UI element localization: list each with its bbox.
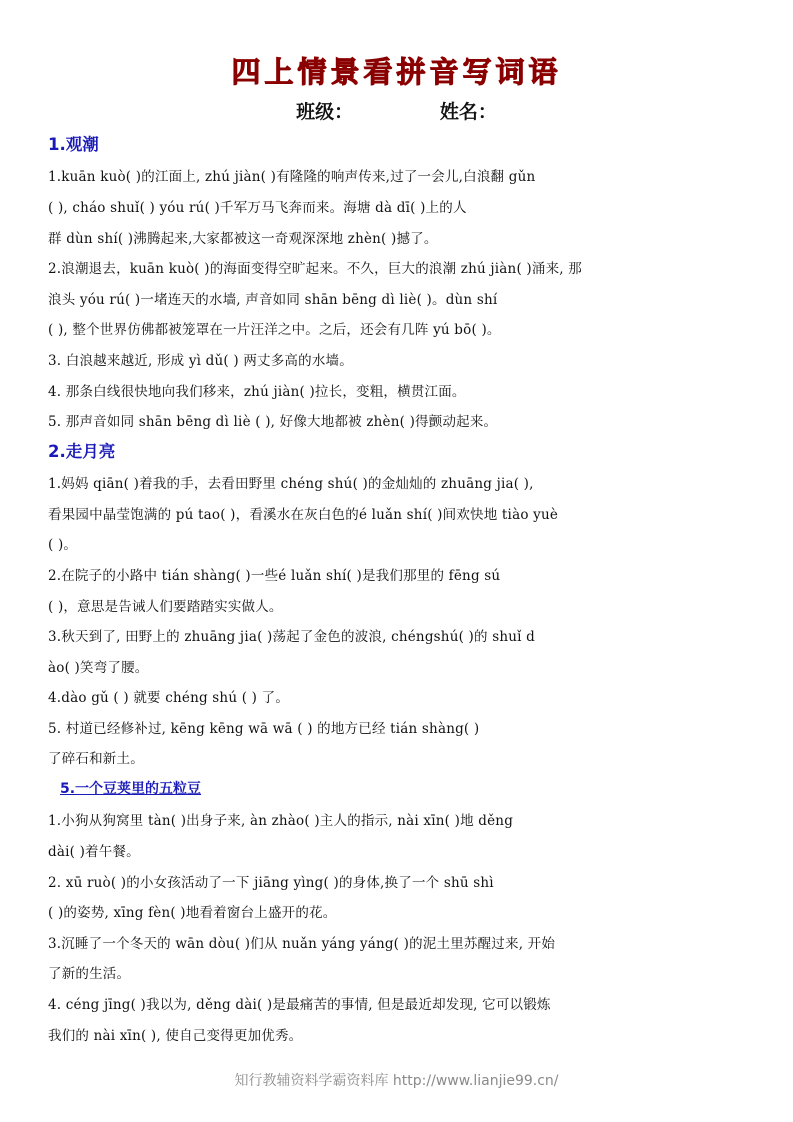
exercise-line: 3.沉睡了一个冬天的 wān dòu( )们从 nuǎn yáng yáng( )的泥土里苏醒过来, 开始: [48, 936, 556, 952]
exercise-line: ( ), cháo shuǐ( ) yóu rú( )千军万马飞奔而来。海塘 dà dī( )上的人: [48, 200, 467, 216]
exercise-line: ( )的姿势, xīng fèn( )地看着窗台上盛开的花。: [48, 905, 337, 921]
exercise-line: 2.浪潮退去，kuān kuò( )的海面变得空旷起来。不久，巨大的浪潮 zhú jiàn( )涌来, 那: [48, 261, 582, 277]
exercise-line: 3.秋天到了, 田野上的 zhuāng jia( )荡起了金色的波浪, chéngshú( )的 shuǐ d: [48, 629, 535, 645]
exercise-line: 了碎石和新土。: [48, 751, 144, 767]
exercise-line: 了新的生活。: [48, 966, 131, 982]
section-heading-2: 2.走月亮: [48, 442, 116, 461]
exercise-line: ( )，意思是告诫人们要踏踏实实做人。: [48, 599, 283, 615]
exercise-line: 4.dào gǔ ( ) 就要 chéng shú ( ) 了。: [48, 690, 290, 706]
exercise-line: 5. 村道已经修补过, kēng kēng wā wā ( ) 的地方已经 tián shàng( ): [48, 721, 480, 737]
exercise-line: 4. céng jīng( )我以为, děng dài( )是最痛苦的事情, 但是最近却发现, 它可以锻炼: [48, 997, 551, 1013]
exercise-line: 我们的 nài xīn( ), 使自己变得更加优秀。: [48, 1028, 303, 1044]
exercise-line: ào( )笑弯了腰。: [48, 660, 149, 676]
exercise-line: 看果园中晶莹饱满的 pú tao( )，看溪水在灰白色的é luǎn shí( )间欢快地 tiào yuè: [48, 507, 559, 523]
exercise-line: 3. 白浪越来越近, 形成 yì dǔ( ) 两丈多高的水墙。: [48, 353, 353, 369]
exercise-line: 1.小狗从狗窝里 tàn( )出身子来, àn zhào( )主人的指示, nài xīn( )地 děng: [48, 813, 514, 829]
page-title: 四上情景看拼音写词语: [231, 55, 562, 89]
exercise-line: 1.妈妈 qiān( )着我的手，去看田野里 chéng shú( )的金灿灿的 zhuāng jia( ),: [48, 476, 534, 492]
exercise-line: 2. xū ruò( )的小女孩活动了一下 jiāng yìng( )的身体,换了一个 shū shì: [48, 875, 494, 891]
section-heading-1: 1.观潮: [48, 135, 99, 154]
student-info: [0, 97, 793, 124]
exercise-line: ( )。: [48, 537, 78, 553]
exercise-line: 浪头 yóu rú( )一堵连天的水墙, 声音如同 shān bēng dì liè( )。dùn shí: [48, 292, 498, 308]
exercise-line: 群 dùn shí( )沸腾起来,大家都被这一奇观深深地 zhèn( )撼了。: [48, 231, 438, 247]
footer-watermark: 知行教辅资料学霸资料库 http://www.lianjie99.cn/: [234, 1073, 559, 1089]
exercise-line: ( ), 整个世界仿佛都被笼罩在一片汪洋之中。之后，还会有几阵 yú bō( )。: [48, 322, 501, 338]
exercise-line: 2.在院子的小路中 tián shàng( )一些é luǎn shí( )是我们那里的 fēng sú: [48, 568, 501, 584]
exercise-line: 4. 那条白线很快地向我们移来，zhú jiàn( )拉长，变粗，横贯江面。: [48, 384, 466, 400]
section-heading-5: 5.一个豆荚里的五粒豆: [60, 781, 202, 797]
exercise-line: 5. 那声音如同 shān bēng dì liè ( ), 好像大地都被 zhèn( )得颤动起来。: [48, 414, 498, 430]
name-label: 姓名：: [439, 101, 497, 123]
class-label: 班级：: [296, 101, 354, 123]
exercise-line: 1.kuān kuò( )的江面上, zhú jiàn( )有隆隆的响声传来,过了一会儿,白浪翻 gǔn: [48, 169, 536, 185]
exercise-line: dài( )着午餐。: [48, 844, 140, 860]
